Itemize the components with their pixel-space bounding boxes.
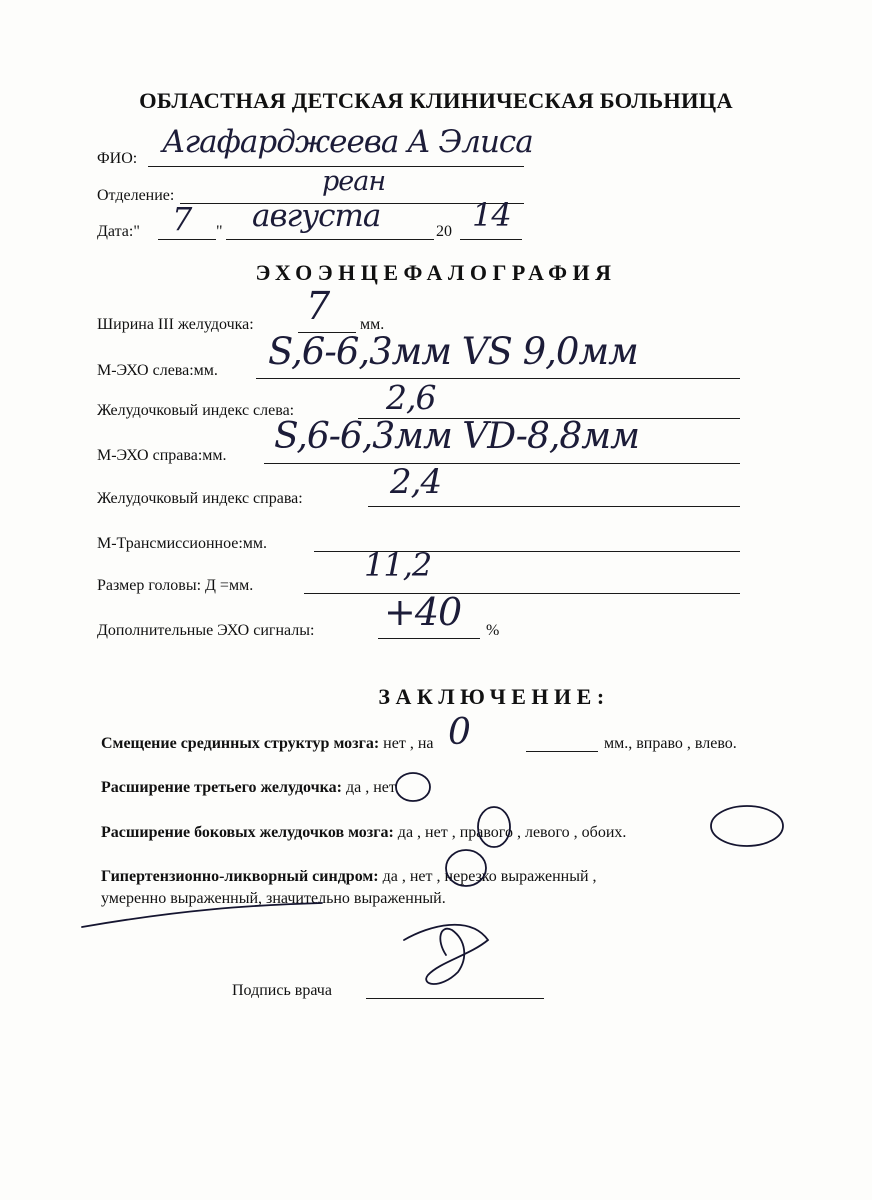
- conclusion-title: ЗАКЛЮЧЕНИЕ:: [378, 684, 610, 709]
- m-echo-right-label: М-ЭХО справа:мм.: [97, 447, 227, 464]
- fio-label: ФИО:: [97, 150, 138, 167]
- index-left-label: Желудочковый индекс слева:: [97, 402, 295, 419]
- date-day-value: 7: [172, 200, 192, 238]
- date-year-prefix: 20: [436, 223, 452, 240]
- extra-echo-line: [378, 638, 480, 639]
- head-size-label: Размер головы: Д =мм.: [97, 577, 254, 594]
- m-echo-right-value: S,6-6,3мм VD-8,8мм: [274, 416, 639, 457]
- department-label: Отделение:: [97, 187, 175, 204]
- signature-line: [366, 998, 544, 999]
- doctor-signature: [404, 925, 488, 984]
- m-echo-right-line: [264, 463, 740, 464]
- shift-handwritten-zero: 0: [448, 712, 470, 753]
- signature-label: Подпись врача: [232, 982, 332, 999]
- shift-label: Смещение срединных структур мозга:: [101, 735, 380, 752]
- lateral-selected: обоих.: [581, 824, 627, 841]
- m-echo-left-value: S,6-6,3мм VS 9,0мм: [268, 330, 638, 373]
- department-value: реан: [322, 166, 386, 197]
- shift-options: нет , на: [383, 735, 434, 752]
- date-label: Дата:": [97, 223, 140, 240]
- date-month-line: [226, 239, 434, 240]
- ventricle-width-label: Ширина III желудочка:: [97, 316, 254, 333]
- ventricle-width-unit: мм.: [360, 316, 385, 333]
- hospital-name: ОБЛАСТНАЯ ДЕТСКАЯ КЛИНИЧЕСКАЯ БОЛЬНИЦА: [139, 88, 733, 113]
- head-size-value: 11,2: [364, 546, 432, 584]
- third-label: Расширение третьего желудочка:: [101, 779, 342, 796]
- extra-echo-value: +40: [384, 590, 462, 634]
- circle-lateral-both: [711, 806, 783, 846]
- syndrome-selected: умеренно выраженный,: [101, 890, 263, 907]
- third-options: да , нет: [345, 779, 396, 796]
- syndrome-label: Гипертензионно-ликворный синдром:: [101, 868, 379, 885]
- date-month-value: августа: [252, 198, 381, 234]
- extra-echo-label: Дополнительные ЭХО сигналы:: [97, 622, 315, 639]
- date-year-line: [460, 239, 522, 240]
- head-size-line: [304, 593, 740, 594]
- date-day-line: [158, 239, 216, 240]
- ventricle-width-value: 7: [306, 284, 330, 328]
- syndrome-row-2: [101, 890, 446, 908]
- syndrome-options: да , нет , нерезко выраженный ,: [382, 868, 597, 885]
- lateral-options: да , нет , правого , левого ,: [397, 824, 578, 841]
- shift-amount-line: [526, 751, 598, 752]
- fio-value: Агафарджеева А Элиса: [162, 124, 533, 160]
- index-left-value: 2,6: [386, 378, 436, 417]
- third-row: [101, 779, 396, 797]
- shift-rest: мм., вправо , влево.: [604, 735, 737, 752]
- exam-title: ЭХОЭНЦЕФАЛОГРАФИЯ: [255, 260, 617, 285]
- shift-row: [101, 735, 433, 753]
- lateral-label: Расширение боковых желудочков мозга:: [101, 824, 394, 841]
- circle-third-yes: [396, 773, 430, 801]
- m-trans-label: М-Трансмиссионное:мм.: [97, 535, 268, 552]
- index-right-line: [368, 506, 740, 507]
- m-echo-left-line: [256, 378, 740, 379]
- syndrome-rest: значительно выраженный.: [266, 890, 446, 907]
- index-right-label: Желудочковый индекс справа:: [97, 490, 303, 507]
- lateral-row: [101, 824, 626, 842]
- date-quote: ": [216, 223, 223, 240]
- date-year-value: 14: [472, 196, 511, 234]
- syndrome-row: [101, 868, 597, 886]
- m-echo-left-label: М-ЭХО слева:мм.: [97, 362, 218, 379]
- index-right-value: 2,4: [390, 462, 442, 502]
- extra-echo-unit: %: [486, 622, 500, 639]
